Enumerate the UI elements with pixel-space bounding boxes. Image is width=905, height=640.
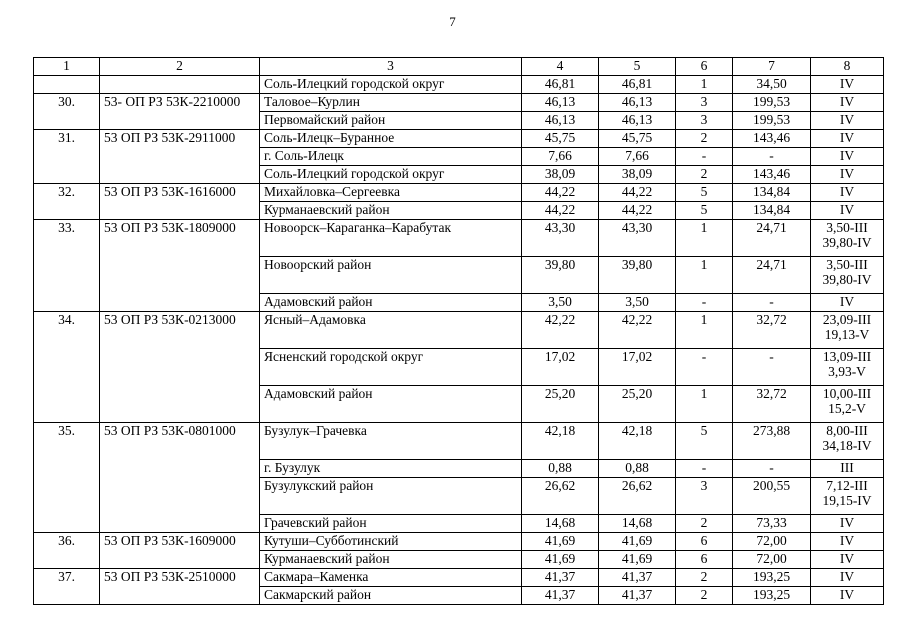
roads-table — [33, 57, 884, 605]
road-name: г. Бузулук — [260, 460, 522, 478]
category-line: 3,50-III — [826, 220, 868, 235]
road-number: 30. — [34, 94, 100, 130]
table-row — [34, 94, 884, 112]
length-cell: 45,75 — [522, 130, 599, 148]
category-cell — [811, 386, 884, 423]
road-number: 36. — [34, 533, 100, 569]
category-line: IV — [839, 515, 855, 530]
length-cell: 41,69 — [522, 551, 599, 569]
length-cell: 26,62 — [522, 478, 599, 515]
length-bridges-cell: - — [733, 294, 811, 312]
category-line: IV — [839, 551, 855, 566]
road-code: 53 ОП РЗ 53К-1809000 — [100, 220, 260, 312]
category-cell — [811, 148, 884, 166]
category-cell — [811, 587, 884, 605]
count-cell: 6 — [676, 533, 733, 551]
road-name: Бузулук–Грачевка — [260, 423, 522, 460]
road-name: Первомайский район — [260, 112, 522, 130]
count-cell: 3 — [676, 94, 733, 112]
category-line: 8,00-III — [826, 423, 868, 438]
header-cell: 8 — [811, 58, 884, 76]
road-number: 32. — [34, 184, 100, 220]
length-bridges-cell: 24,71 — [733, 220, 811, 257]
road-number: 33. — [34, 220, 100, 312]
road-name: Сакмарский район — [260, 587, 522, 605]
length-hard-cell: 41,37 — [599, 587, 676, 605]
count-cell: 5 — [676, 184, 733, 202]
category-line: 23,09-III — [822, 312, 872, 327]
length-hard-cell: 44,22 — [599, 184, 676, 202]
table-row — [34, 220, 884, 257]
length-bridges-cell: 143,46 — [733, 130, 811, 148]
road-name: Адамовский район — [260, 294, 522, 312]
length-bridges-cell: 32,72 — [733, 386, 811, 423]
length-cell: 25,20 — [522, 386, 599, 423]
length-cell: 43,30 — [522, 220, 599, 257]
length-bridges-cell: 73,33 — [733, 515, 811, 533]
category-line: IV — [839, 587, 855, 602]
length-hard-cell: 38,09 — [599, 166, 676, 184]
length-hard-cell: 41,69 — [599, 551, 676, 569]
length-bridges-cell: 200,55 — [733, 478, 811, 515]
road-name: Кутуши–Субботинский — [260, 533, 522, 551]
page-number: 7 — [449, 14, 456, 29]
count-cell: 5 — [676, 423, 733, 460]
length-cell: 44,22 — [522, 202, 599, 220]
table-row — [34, 130, 884, 148]
header-cell: 5 — [599, 58, 676, 76]
length-cell: 38,09 — [522, 166, 599, 184]
road-name: Ясный–Адамовка — [260, 312, 522, 349]
length-cell: 41,37 — [522, 569, 599, 587]
road-code — [100, 76, 260, 94]
count-cell: 6 — [676, 551, 733, 569]
count-cell: 1 — [676, 257, 733, 294]
length-bridges-cell: 193,25 — [733, 587, 811, 605]
category-line: 19,13-V — [824, 327, 870, 342]
category-line: IV — [839, 76, 855, 91]
count-cell: - — [676, 148, 733, 166]
length-cell: 7,66 — [522, 148, 599, 166]
category-line: 39,80-IV — [822, 235, 872, 250]
road-name: Бузулукский район — [260, 478, 522, 515]
length-bridges-cell: 199,53 — [733, 94, 811, 112]
road-name: Ясненский городской округ — [260, 349, 522, 386]
length-hard-cell: 46,13 — [599, 112, 676, 130]
category-line: IV — [839, 294, 855, 309]
length-bridges-cell: - — [733, 148, 811, 166]
length-hard-cell: 0,88 — [599, 460, 676, 478]
category-cell — [811, 220, 884, 257]
length-hard-cell: 26,62 — [599, 478, 676, 515]
category-line: 15,2-V — [828, 401, 866, 416]
road-name: Соль-Илецк–Буранное — [260, 130, 522, 148]
road-number — [34, 76, 100, 94]
length-bridges-cell: 32,72 — [733, 312, 811, 349]
category-line: IV — [839, 148, 855, 163]
category-line: 34,18-IV — [822, 438, 872, 453]
category-line: 3,93-V — [828, 364, 866, 379]
road-code: 53 ОП РЗ 53К-0213000 — [100, 312, 260, 423]
category-cell — [811, 257, 884, 294]
header-cell: 6 — [676, 58, 733, 76]
category-cell — [811, 312, 884, 349]
road-number: 31. — [34, 130, 100, 184]
category-cell — [811, 76, 884, 94]
length-cell: 42,18 — [522, 423, 599, 460]
length-hard-cell: 41,69 — [599, 533, 676, 551]
table-row — [34, 423, 884, 460]
length-cell: 41,37 — [522, 587, 599, 605]
length-hard-cell: 46,13 — [599, 94, 676, 112]
table-row — [34, 569, 884, 587]
category-cell — [811, 112, 884, 130]
length-bridges-cell: 72,00 — [733, 551, 811, 569]
length-hard-cell: 25,20 — [599, 386, 676, 423]
length-cell: 41,69 — [522, 533, 599, 551]
count-cell: 1 — [676, 312, 733, 349]
length-bridges-cell: 72,00 — [733, 533, 811, 551]
length-cell: 3,50 — [522, 294, 599, 312]
length-cell: 42,22 — [522, 312, 599, 349]
road-name: Новоорский район — [260, 257, 522, 294]
table-body — [34, 76, 884, 605]
category-cell — [811, 423, 884, 460]
length-bridges-cell: 273,88 — [733, 423, 811, 460]
category-cell — [811, 569, 884, 587]
category-cell — [811, 202, 884, 220]
length-bridges-cell: 24,71 — [733, 257, 811, 294]
road-name: Грачевский район — [260, 515, 522, 533]
length-bridges-cell: 199,53 — [733, 112, 811, 130]
category-cell — [811, 349, 884, 386]
length-hard-cell: 42,18 — [599, 423, 676, 460]
count-cell: 2 — [676, 166, 733, 184]
category-line: IV — [839, 202, 855, 217]
count-cell: 1 — [676, 220, 733, 257]
road-name: Соль-Илецкий городской округ — [260, 166, 522, 184]
category-line: IV — [839, 94, 855, 109]
length-hard-cell: 7,66 — [599, 148, 676, 166]
length-bridges-cell: 134,84 — [733, 202, 811, 220]
road-name: Курманаевский район — [260, 202, 522, 220]
table-row — [34, 76, 884, 94]
count-cell: 2 — [676, 130, 733, 148]
count-cell: - — [676, 349, 733, 386]
road-code: 53 ОП РЗ 53К-0801000 — [100, 423, 260, 533]
category-line: IV — [839, 533, 855, 548]
category-cell — [811, 294, 884, 312]
header-cell: 7 — [733, 58, 811, 76]
road-code: 53 ОП РЗ 53К-1616000 — [100, 184, 260, 220]
length-bridges-cell: 143,46 — [733, 166, 811, 184]
header-cell: 1 — [34, 58, 100, 76]
category-line: 39,80-IV — [822, 272, 872, 287]
length-hard-cell: 44,22 — [599, 202, 676, 220]
category-line: III — [840, 460, 854, 475]
length-bridges-cell: 134,84 — [733, 184, 811, 202]
table-row — [34, 312, 884, 349]
header-cell: 3 — [260, 58, 522, 76]
count-cell: 5 — [676, 202, 733, 220]
count-cell: 1 — [676, 76, 733, 94]
length-cell: 46,13 — [522, 112, 599, 130]
road-name: г. Соль-Илецк — [260, 148, 522, 166]
category-line: 3,50-III — [826, 257, 868, 272]
road-name: Курманаевский район — [260, 551, 522, 569]
category-line: IV — [839, 184, 855, 199]
road-name: Адамовский район — [260, 386, 522, 423]
length-hard-cell: 45,75 — [599, 130, 676, 148]
road-number: 35. — [34, 423, 100, 533]
road-code: 53 ОП РЗ 53К-2510000 — [100, 569, 260, 605]
road-number: 37. — [34, 569, 100, 605]
table-row — [34, 184, 884, 202]
count-cell: 2 — [676, 587, 733, 605]
category-cell — [811, 94, 884, 112]
length-bridges-cell: - — [733, 460, 811, 478]
category-line: 19,15-IV — [822, 493, 872, 508]
count-cell: 3 — [676, 478, 733, 515]
header-cell: 4 — [522, 58, 599, 76]
length-hard-cell: 43,30 — [599, 220, 676, 257]
length-cell: 0,88 — [522, 460, 599, 478]
length-bridges-cell: 34,50 — [733, 76, 811, 94]
length-hard-cell: 42,22 — [599, 312, 676, 349]
length-cell: 17,02 — [522, 349, 599, 386]
category-line: IV — [839, 130, 855, 145]
category-line: IV — [839, 569, 855, 584]
length-cell: 44,22 — [522, 184, 599, 202]
length-hard-cell: 3,50 — [599, 294, 676, 312]
count-cell: - — [676, 460, 733, 478]
category-cell — [811, 460, 884, 478]
road-name: Михайловка–Сергеевка — [260, 184, 522, 202]
category-line: IV — [839, 166, 855, 181]
category-line: IV — [839, 112, 855, 127]
category-line: 13,09-III — [822, 349, 872, 364]
road-name: Таловое–Курлин — [260, 94, 522, 112]
category-cell — [811, 166, 884, 184]
category-cell — [811, 515, 884, 533]
length-bridges-cell: 193,25 — [733, 569, 811, 587]
length-bridges-cell: - — [733, 349, 811, 386]
table-row — [34, 533, 884, 551]
road-code: 53 ОП РЗ 53К-1609000 — [100, 533, 260, 569]
length-cell: 46,13 — [522, 94, 599, 112]
category-cell — [811, 478, 884, 515]
category-cell — [811, 533, 884, 551]
length-hard-cell: 41,37 — [599, 569, 676, 587]
count-cell: 3 — [676, 112, 733, 130]
count-cell: 2 — [676, 515, 733, 533]
category-cell — [811, 184, 884, 202]
length-hard-cell: 14,68 — [599, 515, 676, 533]
road-name: Новоорск–Караганка–Карабутак — [260, 220, 522, 257]
road-code: 53 ОП РЗ 53К-2911000 — [100, 130, 260, 184]
road-name: Сакмара–Каменка — [260, 569, 522, 587]
category-cell — [811, 551, 884, 569]
length-hard-cell: 46,81 — [599, 76, 676, 94]
count-cell: 2 — [676, 569, 733, 587]
length-cell: 39,80 — [522, 257, 599, 294]
road-number: 34. — [34, 312, 100, 423]
length-hard-cell: 39,80 — [599, 257, 676, 294]
length-cell: 46,81 — [522, 76, 599, 94]
road-name: Соль-Илецкий городской округ — [260, 76, 522, 94]
length-hard-cell: 17,02 — [599, 349, 676, 386]
category-line: 7,12-III — [826, 478, 868, 493]
category-cell — [811, 130, 884, 148]
category-line: 10,00-III — [822, 386, 872, 401]
count-cell: 1 — [676, 386, 733, 423]
length-cell: 14,68 — [522, 515, 599, 533]
header-row — [34, 58, 884, 76]
header-cell: 2 — [100, 58, 260, 76]
road-code: 53- ОП РЗ 53К-2210000 — [100, 94, 260, 130]
count-cell: - — [676, 294, 733, 312]
